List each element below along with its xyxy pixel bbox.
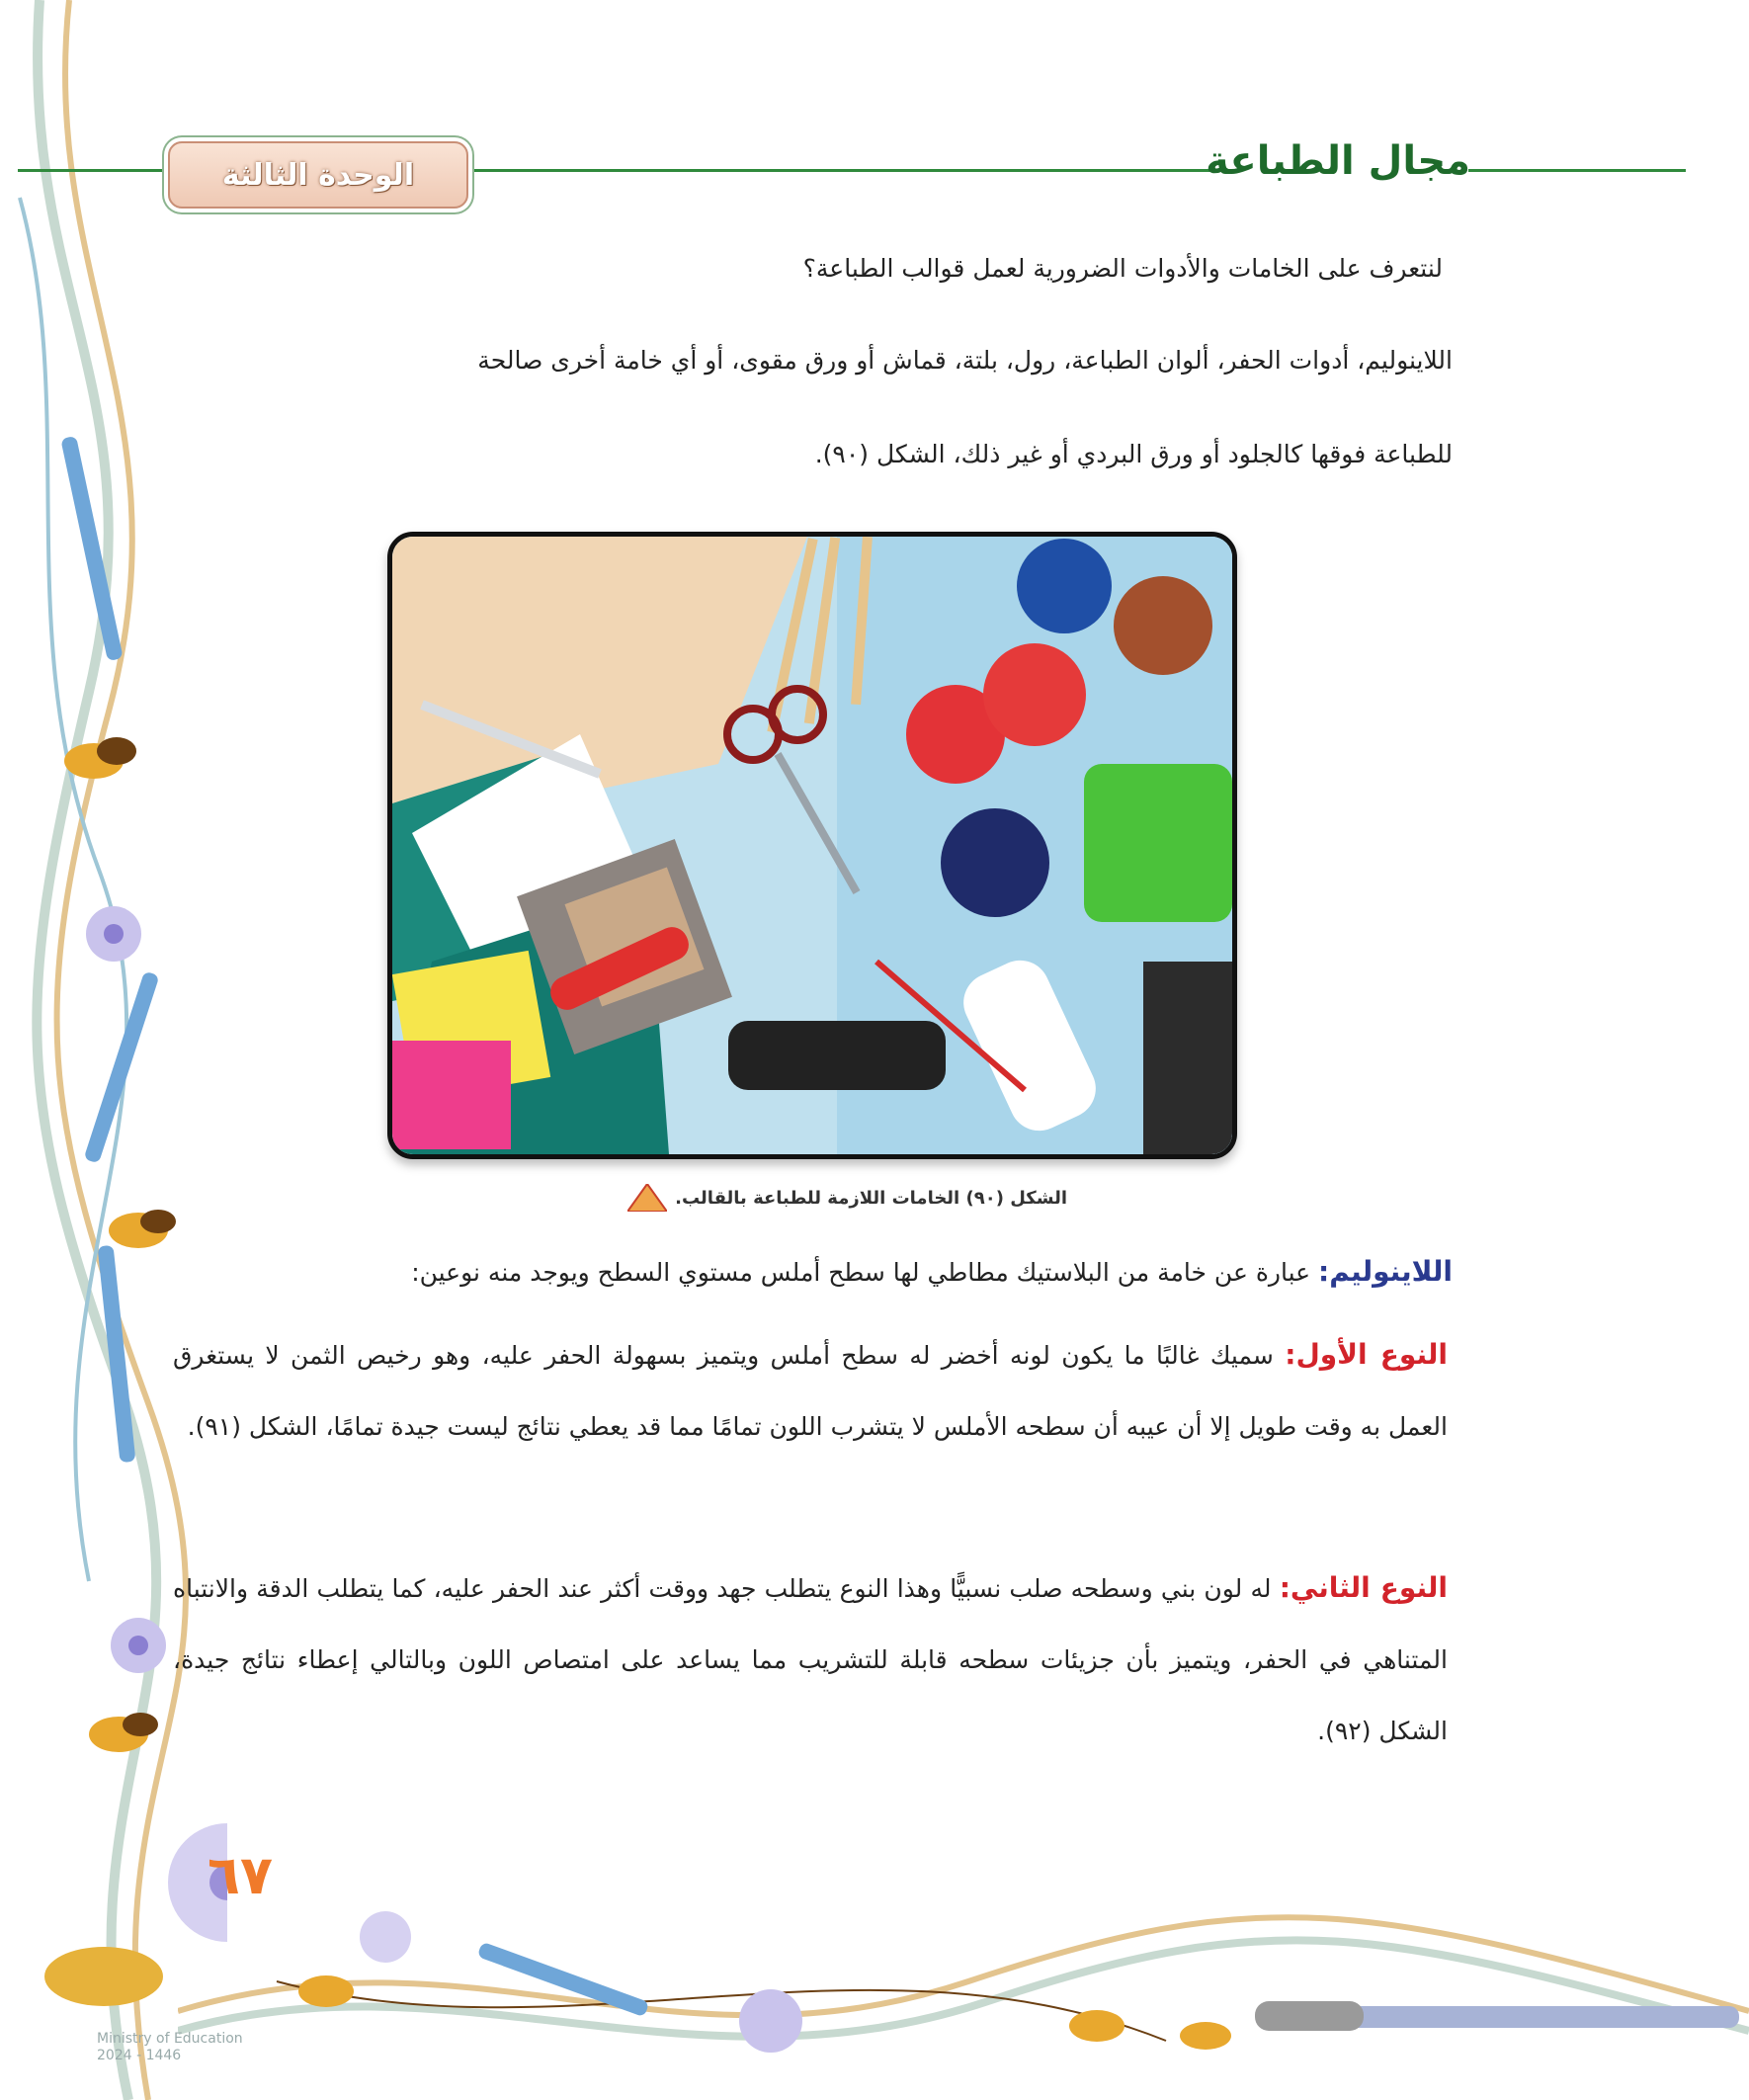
brown-paint-jar	[1114, 576, 1212, 675]
linoleum-term: اللاينوليم:	[1318, 1255, 1453, 1288]
type-two-paragraph	[173, 1553, 1448, 1767]
flower-icon	[739, 1989, 802, 2053]
type-two-text: له لون بني وسطحه صلب نسبيًّا وهذا النوع يتطلب جهد ووقت أكثر عند الحفر عليه، كما يتطلب الدقة والانتباه المتناهي في الحفر، ويتميز بأن جزيئات سطحه قابلة للتشريب مما يساعد على امتصاص اللون وبالتالي إعطاء نتائج جيدة، الشكل (٩٢).	[173, 1574, 1448, 1745]
butterfly-icon	[89, 1713, 158, 1752]
section-title: مجال الطباعة	[1206, 138, 1470, 184]
butterfly-icon	[109, 1210, 176, 1248]
flower-icon	[86, 906, 141, 962]
blue-paint-jar	[1017, 539, 1112, 633]
printing-materials-photo	[387, 532, 1237, 1159]
pencil-icon	[83, 970, 159, 1163]
butterfly-icon	[1069, 2010, 1124, 2042]
triangle-marker-icon	[627, 1184, 667, 1212]
flower-icon	[360, 1911, 411, 1963]
green-ink-tray	[1084, 764, 1232, 922]
unit-label: الوحدة الثالثة	[221, 157, 415, 193]
red-paint-jar	[983, 643, 1086, 746]
unit-badge	[168, 141, 468, 209]
keyboard	[1143, 962, 1232, 1154]
ministry-watermark	[97, 2031, 243, 2064]
navy-paint-jar	[941, 808, 1049, 917]
type-two-term: النوع الثاني:	[1279, 1571, 1448, 1604]
bottom-floral-border	[178, 1863, 1749, 2100]
materials-line-2: للطباعة فوقها كالجلود أو ورق البردي أو غير ذلك، الشكل (٩٠).	[814, 440, 1453, 468]
type-one-text: سميك غالبًا ما يكون لونه أخضر له سطح أملس ويتميز بسهولة الحفر عليه، وهو رخيص الثمن لا يستغرق العمل به وقت طويل إلا أن عيبه أن سطحه الأملس لا يتشرب اللون تمامًا مما قد يعطي نتائج ليست جيدة تمامًا، الشكل (٩١).	[173, 1341, 1448, 1441]
left-floral-border	[0, 0, 227, 2100]
linoleum-definition	[158, 1252, 1453, 1293]
intro-question: لنتعرف على الخامات والأدوات الضرورية لعمل قوالب الطباعة؟	[802, 254, 1443, 283]
materials-line-1: اللاينوليم، أدوات الحفر، ألوان الطباعة، رول، بلتة، قماش أو ورق مقوى، أو أي خامة أخرى صالحة	[477, 346, 1453, 375]
butterfly-icon	[44, 1947, 163, 2006]
paintbrush-tip-icon	[1255, 2001, 1364, 2031]
pink-sponge	[392, 1041, 511, 1149]
year-line: 2024 - 1446	[97, 2048, 182, 2063]
header-rule-middle	[472, 169, 1211, 172]
page-number: ٦٧	[208, 1844, 273, 1906]
figure-caption-text: الشكل (٩٠) الخامات اللازمة للطباعة بالقالب.	[675, 1187, 1067, 1209]
type-one-term: النوع الأول:	[1285, 1338, 1448, 1371]
header-rule-right	[1468, 169, 1686, 172]
ministry-line: Ministry of Education	[97, 2031, 243, 2047]
pencil-icon	[60, 436, 123, 661]
butterfly-icon	[1180, 2022, 1231, 2050]
flower-icon	[111, 1618, 166, 1673]
paintbrush-icon	[1344, 2006, 1739, 2028]
header-rule-left	[18, 169, 166, 172]
butterfly-icon	[298, 1975, 354, 2007]
brayer-roller	[728, 1021, 946, 1090]
figure-caption	[627, 1184, 1067, 1212]
linoleum-definition-text: عبارة عن خامة من البلاستيك مطاطي لها سطح أملس مستوي السطح ويوجد منه نوعين:	[411, 1258, 1311, 1287]
type-one-paragraph	[173, 1319, 1448, 1463]
